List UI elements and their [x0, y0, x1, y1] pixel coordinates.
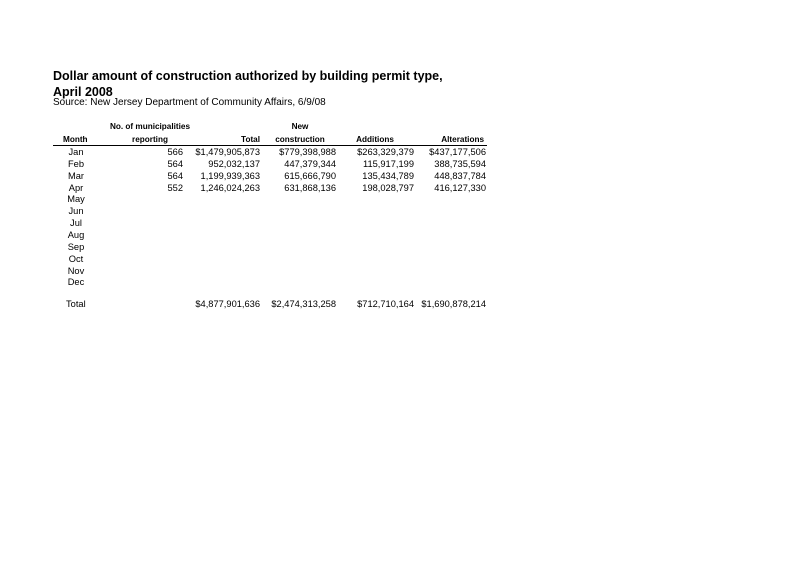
- cell-alterations: 448,837,784: [434, 170, 486, 181]
- header-municipalities-line2: reporting: [132, 135, 168, 144]
- cell-month: Apr: [68, 182, 84, 193]
- cell-month: Dec: [67, 277, 85, 288]
- header-municipalities-line1: No. of municipalities: [109, 122, 191, 131]
- title-line-1: Dollar amount of construction authorized by building permit type,: [53, 69, 443, 83]
- cell-total: 1,199,939,363: [200, 170, 260, 181]
- cell-month: Jul: [70, 218, 82, 229]
- cell-municipalities: 564: [167, 170, 183, 181]
- totals-additions: $712,710,164: [357, 299, 414, 309]
- cell-month: Jun: [68, 206, 84, 217]
- source-note: Source: New Jersey Department of Community Affairs, 6/9/08: [53, 97, 326, 108]
- page-title: [53, 68, 443, 100]
- header-new-line2: construction: [275, 135, 325, 144]
- cell-month: Jan: [68, 147, 84, 157]
- cell-alterations: 388,735,594: [434, 158, 486, 169]
- cell-alterations: 416,127,330: [434, 182, 486, 193]
- cell-additions: $263,329,379: [357, 147, 414, 157]
- cell-municipalities: 564: [167, 158, 183, 169]
- cell-total: 1,246,024,263: [200, 182, 260, 193]
- cell-alterations: $437,177,506: [429, 147, 486, 157]
- cell-month: Aug: [67, 229, 85, 240]
- title-line-2: April 2008: [53, 85, 113, 99]
- cell-month: May: [67, 194, 85, 205]
- header-alterations: Alterations: [441, 135, 484, 144]
- cell-municipalities: 552: [167, 182, 183, 193]
- cell-municipalities: 566: [167, 147, 183, 157]
- totals-alterations: $1,690,878,214: [421, 299, 486, 309]
- cell-month: Sep: [67, 241, 85, 252]
- cell-month: Mar: [67, 170, 84, 181]
- cell-new-construction: 615,666,790: [284, 170, 336, 181]
- header-total: Total: [241, 135, 260, 144]
- cell-month: Oct: [68, 253, 84, 264]
- cell-new-construction: $779,398,988: [279, 147, 336, 157]
- totals-total: $4,877,901,636: [195, 299, 260, 309]
- cell-month: Nov: [67, 265, 85, 276]
- header-month: Month: [63, 135, 88, 144]
- header-additions: Additions: [356, 135, 394, 144]
- totals-label: Total: [66, 299, 86, 309]
- cell-total: 952,032,137: [208, 158, 260, 169]
- totals-new-construction: $2,474,313,258: [271, 299, 336, 309]
- cell-additions: 198,028,797: [362, 182, 414, 193]
- cell-total: $1,479,905,873: [195, 147, 260, 157]
- cell-new-construction: 631,868,136: [284, 182, 336, 193]
- cell-month: Feb: [67, 158, 85, 169]
- cell-additions: 115,917,199: [362, 158, 414, 169]
- cell-additions: 135,434,789: [362, 170, 414, 181]
- cell-new-construction: 447,379,344: [284, 158, 336, 169]
- header-new-line1: New: [291, 122, 309, 131]
